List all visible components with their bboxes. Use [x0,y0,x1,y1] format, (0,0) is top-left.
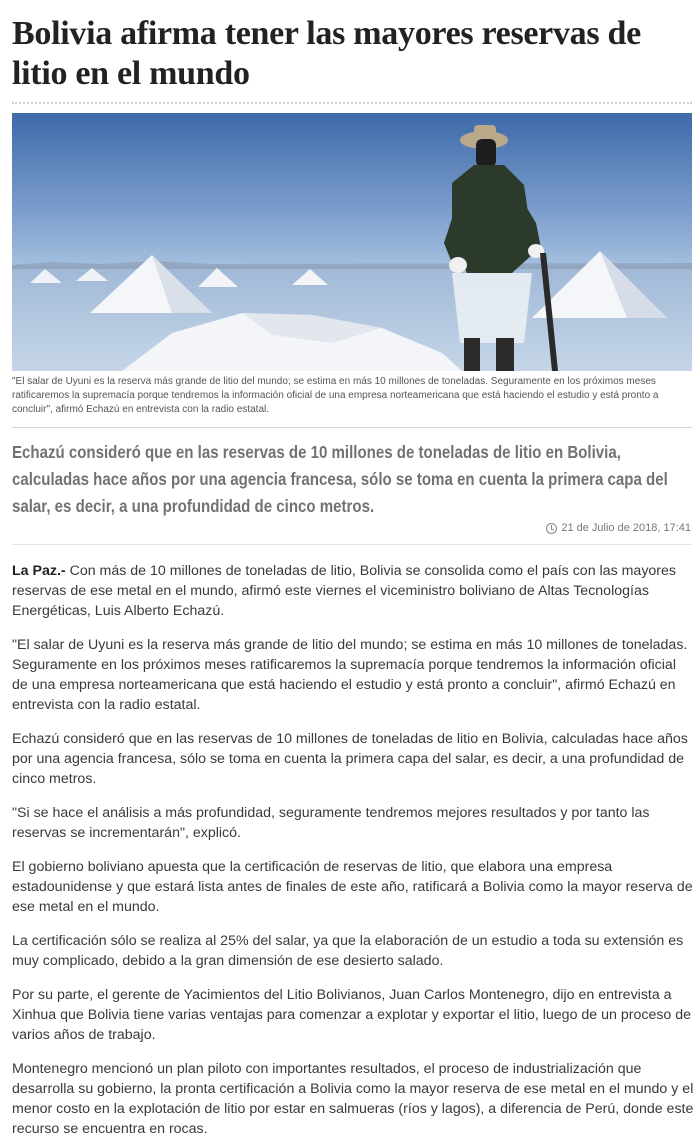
paragraph-8: Montenegro mencionó un plan piloto con importantes resultados, el proceso de industrialización que desarrolla su gobierno, la pronta certificación a Bolivia como la mayor reserva de ese metal en el mundo y el menor costo en la explotación de litio por estar en salmueras (ríos y lagos), a diferencia de Perú, donde este recurso se encuentra en rocas. [12,1061,694,1136]
title-divider [12,102,692,104]
paragraph-7: Por su parte, el gerente de Yacimientos del Litio Bolivianos, Juan Carlos Montenegro, dijo en entrevista a Xinhua que Bolivia tiene varias ventajas para comenzar a explotar y exportar el litio, luego de un proceso de varios años de trabajo. [12,987,692,1043]
publish-date-text: 21 de Julio de 2018, 17:41 [561,522,691,534]
paragraph-3: Echazú consideró que en las reservas de 10 millones de toneladas de litio en Bolivia, calculadas hace años por una agencia francesa, sólo se toma en cuenta la primera capa del salar, es decir, a una profundidad de cinco metros. [12,731,688,787]
paragraph-5: El gobierno boliviano apuesta que la certificación de reservas de litio, que elabora una empresa estadounidense y que estará lista antes de finales de este año, ratificará a Bolivia como la mayor reserva de ese metal en el mundo. [12,859,693,915]
article-photo [12,113,692,371]
article-lead [12,439,668,520]
paragraph-2: "El salar de Uyuni es la reserva más grande de litio del mundo; se estima en más 10 millones de toneladas. Seguramente en los próximos meses ratificaremos la supremacía porque tendremos la información oficial de una empresa norteamericana que está haciendo el estudio y está pronto a concluir", afirmó Echazú en entrevista con la radio estatal. [12,637,688,713]
lead-text: Echazú consideró que en las reservas de 10 millones de toneladas de litio en Bolivia, calculadas hace años por una agencia francesa, sólo se toma en cuenta la primera capa del salar, es decir, a una profundidad de cinco metros. [12,442,668,516]
dateline: La Paz.- [12,563,66,579]
paragraph-1 [12,561,694,621]
paragraph-4: "Si se hace el análisis a más profundidad, seguramente tendremos mejores resultados y por tanto las reservas se incrementarán", explicó. [12,805,650,841]
date-divider [12,544,692,545]
publish-date [546,522,691,534]
paragraph-text: Con más de 10 millones de toneladas de litio, Bolivia se consolida como el país con las mayores reservas de ese metal en el mundo, afirmó este viernes el viceministro boliviano de Altas Tecnologías Energéticas, Luis Alberto Echazú. [12,563,677,619]
caption-divider [12,427,692,428]
photo-caption: "El salar de Uyuni es la reserva más grande de litio del mundo; se estima en más 10 millones de toneladas. Seguramente en los próximos meses ratificaremos la supremacía porque tendremos la información oficial de una empresa norteamericana que está haciendo el estudio y está pronto a concluir", afirmó Echazú en entrevista con la radio estatal. [12,376,659,415]
paragraph-6: La certificación sólo se realiza al 25% del salar, ya que la elaboración de un estudio a toda su extensión es muy complicado, debido a la gran dimensión de ese desierto salado. [12,933,684,969]
salt-flat-worker-photo [12,113,692,371]
article-title: Bolivia afirma tener las mayores reservas de litio en el mundo [12,15,641,92]
article-body [12,561,694,1136]
clock-icon [546,523,557,534]
